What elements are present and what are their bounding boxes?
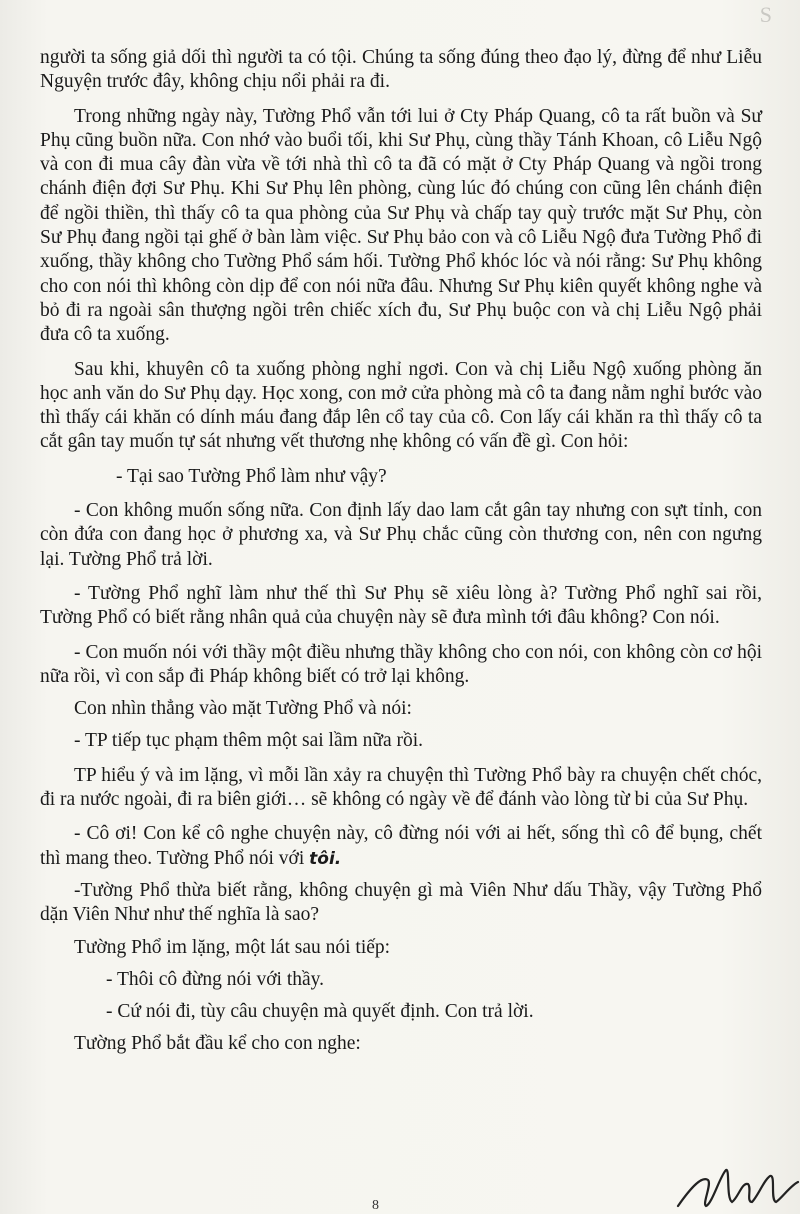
paragraph-3: Sau khi, khuyên cô ta xuống phòng nghỉ ngơi. Con và chị Liễu Ngộ xuống phòng ăn học anh văn do Sư Phụ dạy. Học xong, con mở cửa phòng mà cô ta đang nằm nghỉ bước vào thì thấy cái khăn có dính máu đang đắp lên cổ tay của cô. Con lấy cái khăn ra thì thấy cô ta cắt gân tay muốn tự sát nhưng vết thương nhẹ không có vấn đề gì. Con hỏi: [40,358,762,453]
handwritten-note: tôi. [309,848,342,869]
paragraph-2: Trong những ngày này, Tường Phổ vẫn tới lui ở Cty Pháp Quang, cô ta rất buồn và Sư Phụ cũng buồn nữa. Con nhớ vào buổi tối, khi Sư Phụ, cùng thầy Tánh Khoan, cô Liễu Ngộ và con đi mua cây đàn vừa về tới nhà thì cô ta đã có mặt ở Cty Pháp Quang và ngồi trong chánh điện đợi Sư Phụ. Khi Sư Phụ lên phòng, cùng lúc đó chúng con cũng lên chánh điện để ngồi thiền, thì thấy cô ta qua phòng của Sư Phụ và chấp tay quỳ trước mặt Sư Phụ, còn Sư Phụ đang ngồi tại ghế ở bàn làm việc. Sư Phụ bảo con và cô Liễu Ngộ đưa Tường Phổ đi xuống, thầy không cho Tường Phổ sám hối. Tường Phổ khóc lóc và nói rằng: Sư Phụ không cho con nói thì không còn dịp để con nói nữa đâu. Nhưng Sư Phụ kiên quyết không nghe và bỏ đi ra ngoài sân thượng ngồi trên chiếc xích đu, Sư Phụ buộc con và chị Liễu Ngộ phải đưa cô ta xuống. [40,105,762,346]
paragraph-1: người ta sống giả dối thì người ta có tội. Chúng ta sống đúng theo đạo lý, đừng để như Liễu Nguyện trước đây, không chịu nổi phải ra đi. [40,47,762,93]
page-number: 8 [372,1198,379,1213]
corner-mark: S [759,2,772,27]
signature [672,1146,800,1214]
dialogue-reply-4: - Cứ nói đi, tùy câu chuyện mà quyết định. Con trả lời. [106,1001,534,1023]
narration-3: Tường Phổ im lặng, một lát sau nói tiếp: [74,936,391,958]
dialogue-reply-3: -Tường Phổ thừa biết rằng, không chuyện gì mà Viên Như dấu Thầy, vậy Tường Phổ dặn Viên Như như thế nghĩa là sao? [40,879,762,926]
narration-1: Con nhìn thẳng vào mặt Tường Phổ và nói: [74,698,412,720]
dialogue-answer-3 [40,822,762,871]
dialogue-answer-2: - Con muốn nói với thầy một điều nhưng thầy không cho con nói, con không còn cơ hội nữa rồi, vì con sắp đi Pháp không biết có trở lại không. [40,641,762,687]
dialogue-answer-1: - Con không muốn sống nữa. Con định lấy dao lam cắt gân tay nhưng con sựt tỉnh, con còn đứa con đang học ở phương xa, và Sư Phụ chắc cũng còn thương con, nên con ngưng lại. Tường Phổ trả lời. [40,500,762,570]
narration-4: Tường Phổ bắt đầu kể cho con nghe: [74,1033,361,1055]
dialogue-question: - Tại sao Tường Phổ làm như vậy? [116,465,387,487]
dialogue-answer-4: - Thôi cô đừng nói với thầy. [106,968,325,990]
dialogue-answer-3-text: - Cô ơi! Con kể cô nghe chuyện này, cô đừng nói với ai hết, sống thì cô để bụng, chết thì mang theo. Tường Phổ nói với [40,823,762,869]
dialogue-reply-2: - TP tiếp tục phạm thêm một sai lầm nữa rồi. [74,730,424,752]
narration-2: TP hiểu ý và im lặng, vì mỗi lần xảy ra chuyện thì Tường Phổ bày ra chuyện chết chóc, đi ra nước ngoài, đi ra biên giới… sẽ không có ngày về để đánh vào lòng từ bi của Sư Phụ. [40,764,762,811]
dialogue-reply-1: - Tường Phổ nghĩ làm như thế thì Sư Phụ sẽ xiêu lòng à? Tường Phổ nghĩ sai rồi, Tường Phổ có biết rằng nhân quả của chuyện này sẽ đưa mình tới đâu không? Con nói. [40,582,762,629]
body-text [40,46,762,1057]
